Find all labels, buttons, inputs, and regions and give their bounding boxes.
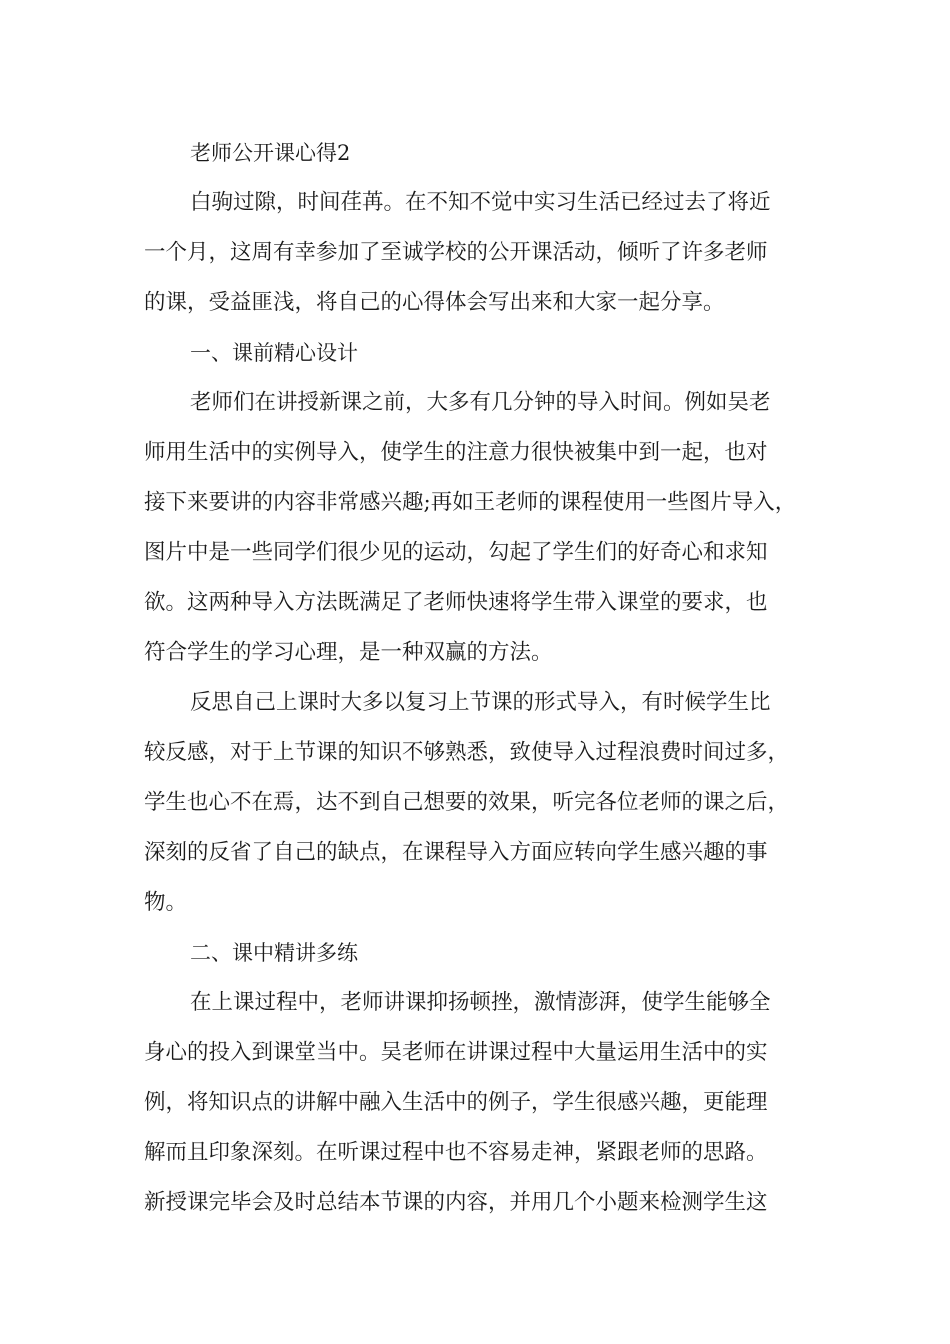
section-heading-1: 一、课前精心设计: [190, 341, 358, 365]
document-page: [144, 128, 812, 1228]
text-line: 深刻的反省了自己的缺点，在课程导入方面应转向学生感兴趣的事: [144, 840, 768, 865]
text-line: 新授课完毕会及时总结本节课的内容，并用几个小题来检测学生这: [144, 1190, 768, 1215]
section-heading-2: 二、课中精讲多练: [190, 941, 358, 965]
text-line: 接下来要讲的内容非常感兴趣;再如王老师的课程使用一些图片导入，: [144, 490, 797, 515]
text-line: 白驹过隙，时间荏苒。在不知不觉中实习生活已经过去了将近: [190, 190, 771, 215]
text-line: 解而且印象深刻。在听课过程中也不容易走神，紧跟老师的思路。: [144, 1140, 768, 1165]
text-line: 师用生活中的实例导入，使学生的注意力很快被集中到一起，也对: [144, 440, 768, 465]
text-line: 一个月，这周有幸参加了至诚学校的公开课活动，倾听了许多老师: [144, 240, 768, 265]
text-line: 在上课过程中，老师讲课抑扬顿挫，激情澎湃，使学生能够全: [190, 990, 771, 1015]
intro-paragraph: [144, 178, 812, 328]
text-line: 物。: [144, 890, 188, 915]
text-line: 反思自己上课时大多以复习上节课的形式导入，有时候学生比: [190, 690, 771, 715]
section1-paragraph-2: [144, 678, 812, 928]
text-line: 学生也心不在焉，达不到自己想要的效果，听完各位老师的课之后，: [144, 790, 790, 815]
text-line: 例，将知识点的讲解中融入生活中的例子，学生很感兴趣，更能理: [144, 1090, 768, 1115]
text-line: 的课，受益匪浅，将自己的心得体会写出来和大家一起分享。: [144, 290, 725, 315]
section1-paragraph-1: [144, 378, 812, 678]
text-line: 符合学生的学习心理，是一种双赢的方法。: [144, 640, 553, 665]
text-line: 较反感，对于上节课的知识不够熟悉，致使导入过程浪费时间过多，: [144, 740, 790, 765]
document-title: 老师公开课心得2: [190, 141, 351, 165]
text-line: 身心的投入到课堂当中。吴老师在讲课过程中大量运用生活中的实: [144, 1040, 768, 1065]
text-line: 图片中是一些同学们很少见的运动，勾起了学生们的好奇心和求知: [144, 540, 768, 565]
text-line: 老师们在讲授新课之前，大多有几分钟的导入时间。例如吴老: [190, 390, 771, 415]
text-line: 欲。这两种导入方法既满足了老师快速将学生带入课堂的要求，也: [144, 590, 768, 615]
section2-paragraph-1: [144, 978, 812, 1228]
